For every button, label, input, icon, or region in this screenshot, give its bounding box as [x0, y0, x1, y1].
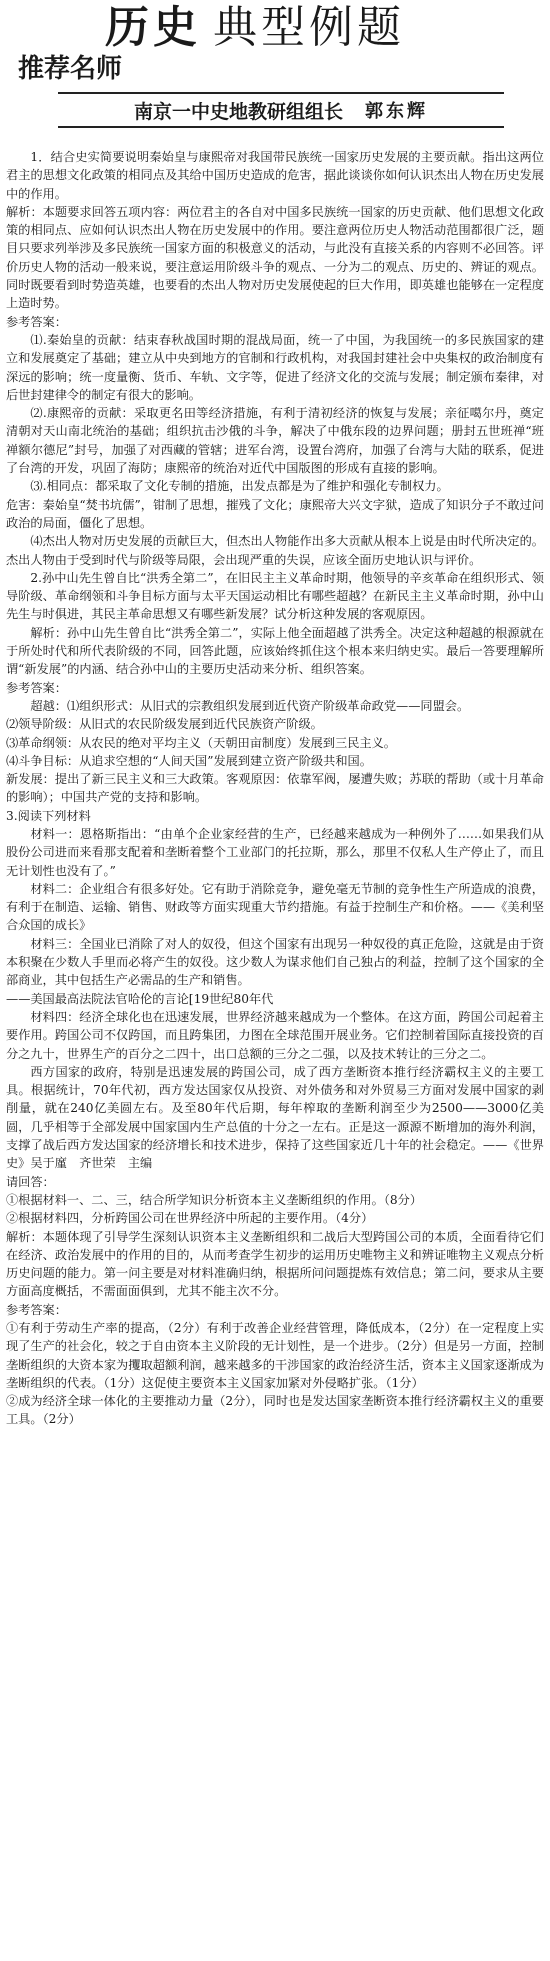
paragraph: 请回答： — [6, 1174, 55, 1189]
paragraph: 新发展：提出了新三民主义和三大政策。客观原因：依靠军阀，屡遭失败；苏联的帮助（或十月革命的影响）；中国共产党的支持和影响。 — [6, 772, 544, 805]
paragraph: 材料四：经济全球化也在迅速发展，世界经济越来越成为一个整体。在这方面，跨国公司起着主要作用。跨国公司不仅跨国，而且跨集团，力图在全球范围开展业务。它们控制着国际直接投资的百分之九十，世界生产的百分之二四十，出口总额的三分之二强，以及技术转让的三分之二。 — [6, 1009, 544, 1061]
paragraph: 解析：本题体现了引导学生深刻认识资本主义垄断组织和二战后大型跨国公司的本质，全面看待它们在经济、政治发展中的作用的目的，从而考查学生初步的运用历史唯物主义和辨证唯物主义观点分析历史问题的能力。第一问主要是对材料准确归纳，根据所问问题提炼有效信息；第二问，要求从主要方面高度概括，不需面面俱到，尤其不能主次不分。 — [6, 1229, 544, 1299]
paragraph: 参考答案： — [6, 314, 67, 329]
paragraph: ⑷斗争目标：从追求空想的“人间天国”发展到建立资产阶级共和国。 — [6, 753, 372, 768]
paragraph: ②成为经济全球一体化的主要推动力量（2分），同时也是发达国家垄断资本推行经济霸权主义的重要工具。（2分） — [6, 1394, 544, 1427]
page-header — [0, 0, 550, 140]
paragraph: ——美国最高法院法官哈伦的言论[19世纪80年代 — [6, 991, 274, 1006]
paragraph: 参考答案： — [6, 1302, 67, 1317]
paragraph: 2.孙中山先生曾自比“洪秀全第二”，在旧民主主义革命时期，他领导的辛亥革命在组织形式、领导阶级、革命纲领和斗争目标方面与太平天国运动相比有哪些超越？在新民主主义革命时期，孙中山先生与时俱进，其民主革命思想又有哪些新发展？试分析这种发展的客观原因。 — [6, 570, 544, 622]
paragraph: ①有利于劳动生产率的提高，（2分）有利于改善企业经营管理，降低成本，（2分）在一定程度上实现了生产的社会化，较之于自由资本主义阶段的无计划性，是一个进步。（2分）但是另一方面，控制垄断组织的大资本家为攫取超额利润，越来越多的干涉国家的政治经济生活，资本主义国家逐渐成为垄断组织的代表。（1分）这促使主要资本主义国家加紧对外侵略扩张。（1分） — [6, 1321, 544, 1390]
paragraph: 材料二：企业组合有很多好处。它有助于消除竞争，避免毫无节制的竞争性生产所造成的浪费，有利于在制造、运输、销售、财政等方面实现重大节约措施。有益于控制生产和价格。——《美利坚合众国的成长》 — [6, 881, 544, 933]
page-title — [105, 2, 405, 54]
paragraph: 解析：孙中山先生曾自比“洪秀全第二”，实际上他全面超越了洪秀全。决定这种超越的根源就在于所处时代和所代表阶级的不同，回答此题，应该始终抓住这个根本来归纳史实。最后一答要理解所谓“新发展”的内涵、结合孙中山的主要历史活动来分析、组织答案。 — [6, 625, 544, 677]
title-subject: 历史 — [105, 2, 201, 53]
article-body — [6, 148, 544, 1956]
paragraph: 西方国家的政府，特别是迅速发展的跨国公司，成了西方垄断资本推行经济霸权主义的主要工具。根据统计，70年代初，西方发达国家仅从投资、对外债务和对外贸易三方面对发展中国家的剥削量，就在240亿美圆左右。及至80年代后期，每年榨取的垄断利润至少为2500——3000亿美圆，几乎相等于全部发展中国家国内生产总值的十分之一左右。正是这一源源不断增加的海外利润，支撑了战后西方发达国家的经济增长和技术进步，保持了这些国家近几十年的社会稳定。——《世界史》吴于廑 齐世荣 主编 — [6, 1064, 544, 1171]
paragraph: ⑶.相同点：都采取了文化专制的措施，出发点都是为了维护和强化专制权力。 — [30, 479, 449, 494]
section-label: 推荐名师 — [18, 54, 123, 84]
paragraph: 3.阅读下列材料 — [6, 808, 91, 823]
paragraph: 1．结合史实简要说明秦始皇与康熙帝对我国带民族统一国家历史发展的主要贡献。指出这两位君主的思想文化政策的相同点及其给中国历史造成的危害，据此谈谈你如何认识杰出人物在历史发展中的作用。 — [6, 150, 544, 201]
author-name: 郭东辉 — [365, 101, 428, 122]
paragraph: 解析：本题要求回答五项内容：两位君主的各自对中国多民族统一国家的历史贡献、他们思想文化政策的相同点、应如何认识杰出人物在历史发展中的作用。要注意两位历史人物活动范围都很广泛，题目只要求列举涉及多民族统一国家方面的积极意义的活动，与此没有直接关系的内容则不必回答。评价历史人物的活动一般来说，要注意运用阶级斗争的观点、一分为二的观点、历史的、辨证的观点。同时既要看到时势造英雄，也要看的杰出人物对历史发展使起的巨大作用，即英雄也能够在一定程度上造时势。 — [6, 204, 544, 311]
paragraph: ⑵.康熙帝的贡献：采取更名田等经济措施，有利于清初经济的恢复与发展；亲征噶尔丹，奠定清朝对天山南北统治的基础；组织抗击沙俄的斗争，解决了中俄东段的边界问题；册封五世班禅“班禅额尔德尼”封号，加强了对西藏的管辖；进军台湾，设置台湾府，加强了台湾与大陆的联系，促进了台湾的开发，巩固了海防；康熙帝的统治对近代中国版图的形成有直接的影响。 — [6, 406, 544, 476]
author-box — [58, 92, 504, 128]
paragraph: ⑶革命纲领：从农民的绝对平均主义（天朝田亩制度）发展到三民主义。 — [6, 735, 396, 750]
paragraph: ⑴.秦始皇的贡献：结束春秋战国时期的混战局面，统一了中国，为我国统一的多民族国家的建立和发展奠定了基础；建立从中央到地方的官制和行政机构，对我国封建社会中央集权的政治制度有深远的影响；统一度量衡、货币、车轨、文字等，促进了经济文化的交流与发展；制定颁布秦律，对后世封建律令的制定有很大的影响。 — [6, 332, 544, 402]
paragraph: ①根据材料一、二、三，结合所学知识分析资本主义垄断组织的作用。（8分） — [6, 1192, 423, 1207]
paragraph: 超越：⑴组织形式：从旧式的宗教组织发展到近代资产阶级革命政党——同盟会。 — [30, 698, 470, 713]
paragraph: 材料一：恩格斯指出：“由单个企业家经营的生产，已经越来越成为一种例外了……如果我们从股份公司进而来看那支配着和垄断着整个工业部门的托拉斯，那么，那里不仅私人生产停止了，而且无计划性也没有了。” — [6, 826, 544, 878]
paragraph: 危害：秦始皇“焚书坑儒”，钳制了思想，摧残了文化；康熙帝大兴文字狱，造成了知识分子不敢过问政治的局面，僵化了思想。 — [6, 497, 544, 530]
author-organization: 南京一中史地教研组组长 — [133, 100, 343, 123]
paragraph: 参考答案： — [6, 680, 67, 695]
paragraph: 材料三：全国业已消除了对人的奴役，但这个国家有出现另一种奴役的真正危险，这就是由于资本积聚在少数人手里而必将产生的奴役。这少数人为谋求他们自己独占的利益，控制了这个国家的全部商业，其中包括生产必需品的生产和销售。 — [6, 936, 544, 988]
paragraph: ⑵领导阶级：从旧式的农民阶级发展到近代民族资产阶级。 — [6, 717, 323, 732]
paragraph: ②根据材料四，分析跨国公司在世界经济中所起的主要作用。（4分） — [6, 1211, 374, 1226]
title-topic: 典型例题 — [213, 2, 405, 53]
paragraph: ⑷杰出人物对历史发展的贡献巨大，但杰出人物能作出多大贡献从根本上说是由时代所决定的。杰出人物由于受到时代与阶级等局限，会出现严重的失误，应该全面历史地认识与评价。 — [6, 534, 544, 567]
